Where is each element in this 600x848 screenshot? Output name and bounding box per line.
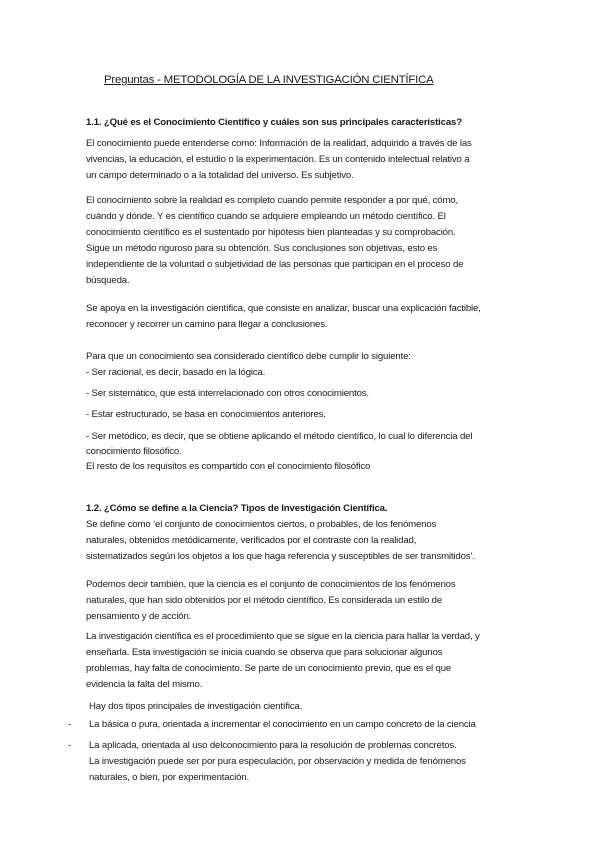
s1-para2-line5: independiente de la voluntad o subjetividad de las personas que participan en el proceso de xyxy=(86,259,464,270)
s2-para1-line3: sistematizados según los objetos a los que haga referencia y susceptibles de ser transmitidos’. xyxy=(86,551,475,562)
s1-requirement-1: - Ser racional, es decir, basado en la lógica. xyxy=(86,367,266,378)
s2-bullet2-marker: - xyxy=(68,740,72,751)
title-prefix: Preguntas - xyxy=(104,74,164,86)
s1-para2-line4: Sigue un método riguroso para su obtención. Sus conclusiones son objetivas, esto es xyxy=(86,243,438,254)
s2-para3-line3: problemas, hay falta de conocimiento. Se parte de un conocimiento previo, que es el que xyxy=(86,663,452,674)
s1-requirements-intro: Para que un conocimiento sea considerado científico debe cumplir lo siguiente: xyxy=(86,351,411,362)
s2-para4-line2: naturales, o bien, por experimentación. xyxy=(89,772,250,783)
s1-requirement-2: - Ser sistemático, que está interrelacionado con otros conocimientos. xyxy=(86,388,369,399)
s1-requirement-4-line1: - Ser metódico, es decir, que se obtiene aplicando el método científico, lo cual lo diferencia del xyxy=(86,431,473,442)
section2-heading xyxy=(86,501,387,516)
s1-para1-line2: vivencias, la educación, el estudio o la experimentación. Es un contenido intelectual relativo a xyxy=(86,154,470,165)
section1-heading xyxy=(86,115,462,130)
section1-number: 1.1. xyxy=(86,117,102,128)
s1-para3-line2: reconocer y recorrer un camino para llegar a conclusiones. xyxy=(86,319,328,330)
s1-requirement-3: - Estar estructurado, se basa en conocimientos anteriores. xyxy=(86,409,326,420)
s1-para2-line6: búsqueda. xyxy=(86,275,130,286)
s2-para1-line1: Se define como ‘el conjunto de conocimientos ciertos, o probables, de los fenómenos xyxy=(86,519,437,530)
s2-bullet1-marker: - xyxy=(68,719,72,730)
s1-para1-line1: El conocimiento puede entenderse como: Información de la realidad, adquirido a través de las xyxy=(86,138,472,149)
page-title xyxy=(104,73,434,88)
section2-title: ¿Cómo se define a la Ciencia? Tipos de Investigación Científica. xyxy=(103,503,388,514)
s1-para1-line3: un campo determinado o a la totalidad del universo. Es subjetivo. xyxy=(86,170,354,181)
s1-para2-line2: cuándo y dónde. Y es científico cuando se adquiere empleando un método científico. El xyxy=(86,211,446,222)
s1-para3-line1: Se apoya en la investigación científica, que consiste en analizar, buscar una explicación factible, xyxy=(86,303,481,314)
s2-para2-line1: Podemos decir también, que la ciencia es el conjunto de conocimientos de los fenómenos xyxy=(86,579,456,590)
s2-bullet1-text: La básica o pura, orientada a incrementar el conocimiento en un campo concreto de la ciencia xyxy=(89,719,476,730)
s2-para4-line1: La investigación puede ser por pura especulación, por observación y medida de fenómenos xyxy=(89,756,466,767)
s2-para2-line3: pensamiento y de acción. xyxy=(86,611,192,622)
s2-types-intro: Hay dos tipos principales de investigación científica. xyxy=(89,701,303,712)
s1-closing: El resto de los requisitos es compartido con el conocimiento filosófico xyxy=(86,461,371,472)
s2-bullet2-text: La aplicada, orientada al uso delconocimiento para la resolución de problemas concretos. xyxy=(89,740,457,751)
s2-para3-line2: enseñarla. Esta investigación se inicia cuando se observa que para solucionar algunos xyxy=(86,647,443,658)
s1-requirement-4-line2: conocimiento filosófico. xyxy=(86,446,182,457)
s2-para3-line4: evidencia la falta del mismo. xyxy=(86,679,203,690)
s2-para2-line2: naturales, que han sido obtenidos por el método científico. Es considerada un estilo de xyxy=(86,595,443,606)
title-main: METODOLOGÍA DE LA INVESTIGACIÓN CIENTÍFICA xyxy=(163,74,434,86)
section1-title: ¿Qué es el Conocimiento Científico y cuáles son sus principales características? xyxy=(103,117,462,128)
s1-para2-line1: El conocimiento sobre la realidad es completo cuando permite responder a por qué, cómo, xyxy=(86,195,458,206)
s2-para3-line1: La investigación científica es el procedimiento que se sigue en la ciencia para hallar la verdad, y xyxy=(86,631,480,642)
s2-para1-line2: naturales, obtenidos metódicamente, verificados por el contraste con la realidad, xyxy=(86,535,417,546)
s1-para2-line3: conocimiento científico es el sustentado por hipótesis bien planteadas y su comprobación. xyxy=(86,227,456,238)
section2-number: 1.2. xyxy=(86,503,102,514)
